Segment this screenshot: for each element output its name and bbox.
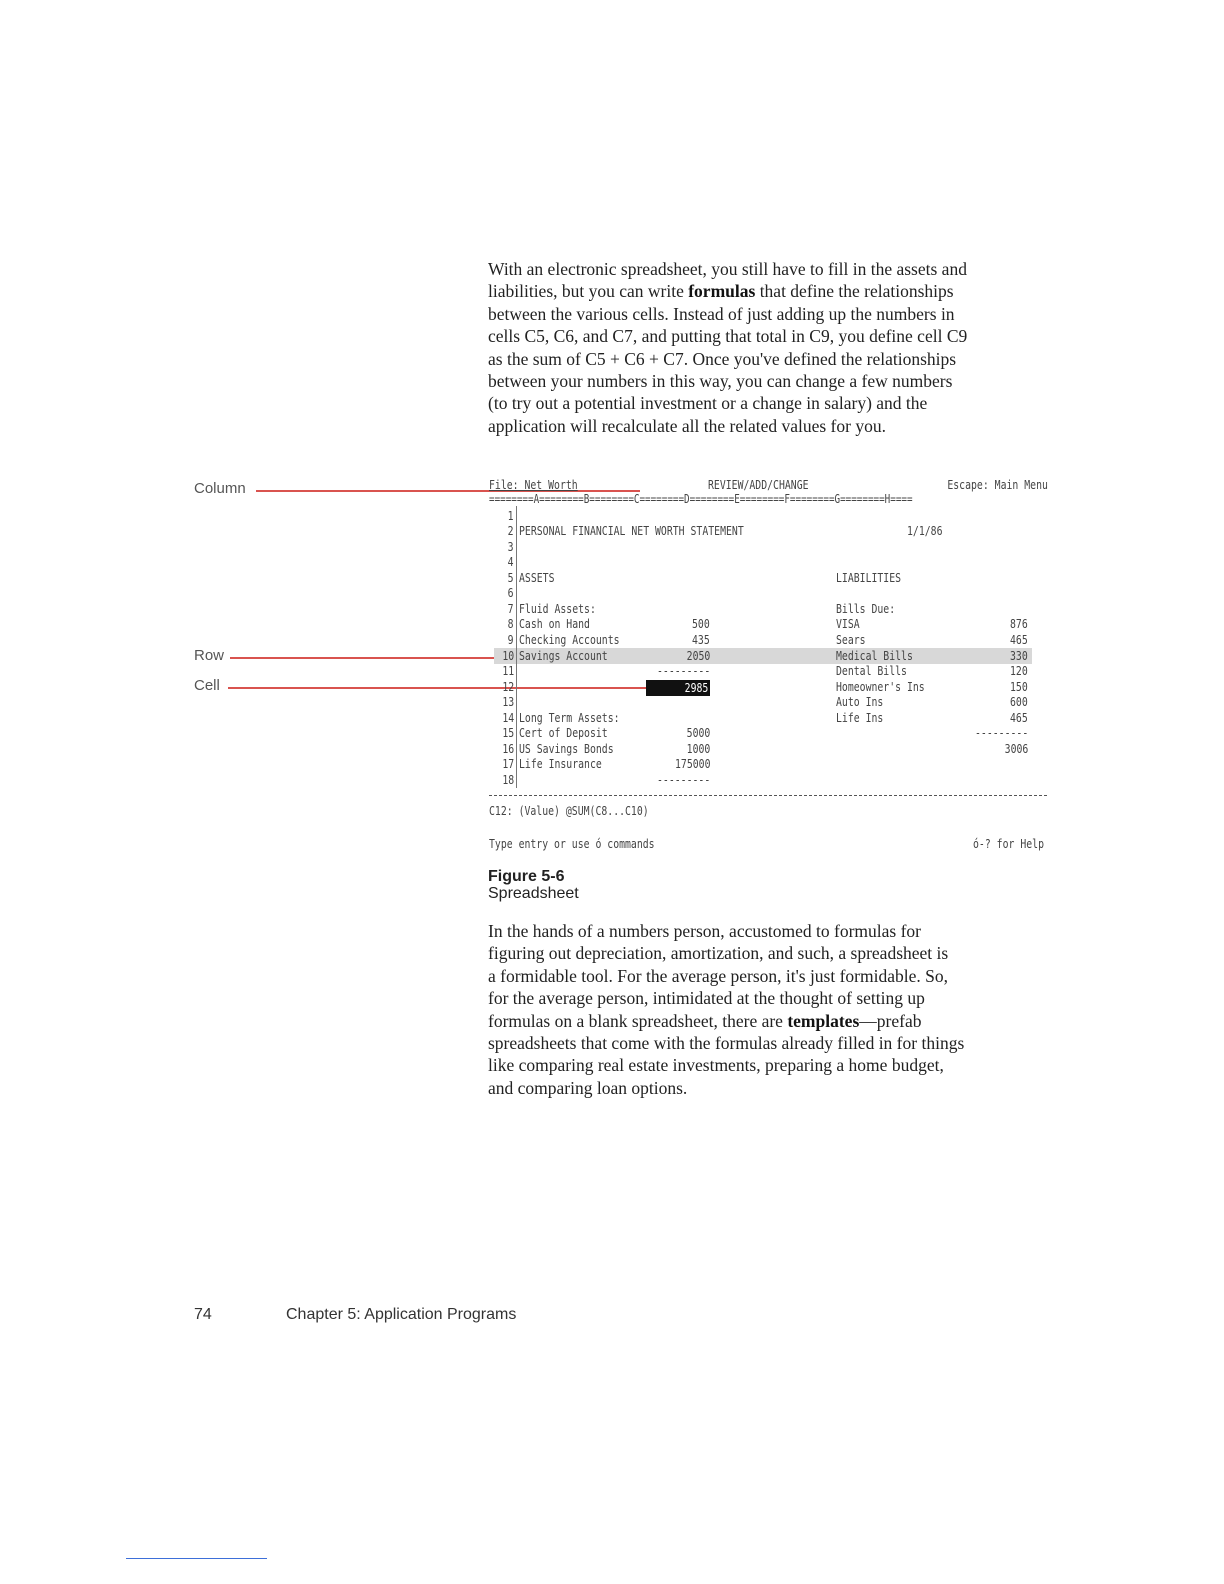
file-name: File: Net Worth — [489, 477, 578, 492]
closing-line: like comparing real estate investments, preparing a home budget, — [488, 1055, 944, 1076]
liability-value: 465 — [1010, 710, 1028, 725]
long-term-assets-heading: Long Term Assets: — [519, 710, 620, 725]
intro-paragraph — [488, 258, 1054, 437]
intro-line: between your numbers in this way, you can change a few numbers — [488, 371, 953, 392]
closing-line: spreadsheets that come with the formulas already filled in for things — [488, 1033, 965, 1054]
entry-prompt: Type entry or use ó commands — [489, 836, 655, 851]
assets-heading: ASSETS — [519, 570, 555, 585]
liabilities-total: 3006 — [1004, 741, 1028, 756]
intro-line: liabilities, but you can write formulas that define the relationships — [488, 281, 954, 302]
liability-value: 876 — [1010, 616, 1028, 631]
page-number: 74 — [194, 1306, 212, 1323]
liability-label: VISA — [836, 616, 860, 631]
liability-value: 600 — [1010, 694, 1028, 709]
bottom-rule — [126, 1558, 267, 1559]
help-hint: ó-? for Help — [973, 836, 1044, 851]
liabilities-heading: LIABILITIES — [836, 570, 902, 585]
row-number: 14 — [502, 710, 514, 725]
row-number: 4 — [508, 554, 514, 569]
intro-line: With an electronic spreadsheet, you still have to fill in the assets and — [488, 259, 967, 279]
liability-label: Life Ins — [836, 710, 884, 725]
asset-label: US Savings Bonds — [519, 741, 614, 756]
fluid-assets-heading: Fluid Assets: — [519, 601, 596, 616]
liability-value: 465 — [1010, 632, 1028, 647]
column-ruler: ========A========B========C========D========E========F========G========H==== — [489, 491, 913, 506]
row-number: 10 — [502, 648, 514, 663]
row-number: 6 — [508, 585, 514, 600]
bills-due-heading: Bills Due: — [836, 601, 896, 616]
sheet-date: 1/1/86 — [906, 523, 942, 538]
asset-label: Cash on Hand — [519, 616, 590, 631]
asset-value: 1000 — [686, 741, 710, 756]
row-number: 3 — [508, 539, 514, 554]
screen-divider — [489, 795, 1047, 796]
closing-paragraph — [488, 920, 1054, 1099]
liability-label: Auto Ins — [836, 694, 884, 709]
row-number: 9 — [508, 632, 514, 647]
row-number: 8 — [508, 616, 514, 631]
chapter-title: Chapter 5: Application Programs — [286, 1306, 517, 1323]
intro-line: cells C5, C6, and C7, and putting that total in C9, you define cell C9 — [488, 326, 968, 347]
formula-line: C12: (Value) @SUM(C8...C10) — [489, 803, 649, 818]
liability-value: 120 — [1010, 663, 1028, 678]
row-number: 12 — [502, 679, 514, 694]
intro-line: between the various cells. Instead of just adding up the numbers in — [488, 303, 955, 324]
asset-label: Life Insurance — [519, 756, 602, 771]
liability-label: Dental Bills — [836, 663, 907, 678]
asset-value: 5000 — [686, 725, 710, 740]
closing-line: and comparing loan options. — [488, 1077, 688, 1098]
closing-line: for the average person, intimidated at the thought of setting up — [488, 988, 925, 1009]
closing-line: figuring out depreciation, amortization, and such, a spreadsheet is — [488, 943, 949, 964]
closing-line: a formidable tool. For the average person, it's just formidable. So, — [488, 965, 948, 986]
fluid-total: 2985 — [684, 680, 708, 695]
liability-value: 330 — [1010, 648, 1028, 663]
asset-label: Checking Accounts — [519, 632, 620, 647]
liability-label: Medical Bills — [836, 648, 913, 663]
asset-label: Cert of Deposit — [519, 725, 608, 740]
row-number: 2 — [508, 523, 514, 538]
cell-callout-label: Cell — [194, 677, 220, 694]
row-callout-label: Row — [194, 647, 225, 664]
intro-line: (to try out a potential investment or a change in salary) and the — [488, 393, 928, 414]
liabilities-separator: --------- — [974, 725, 1028, 740]
asset-value: 500 — [692, 616, 710, 631]
liability-label: Sears — [836, 632, 866, 647]
row-number: 5 — [508, 570, 514, 585]
row-number: 7 — [508, 601, 514, 616]
row-number: 15 — [502, 725, 514, 740]
intro-line: as the sum of C5 + C6 + C7. Once you've defined the relationships — [488, 348, 957, 369]
asset-value: 175000 — [674, 756, 710, 771]
liability-label: Homeowner's Ins — [836, 679, 925, 694]
asset-value: 2050 — [686, 648, 710, 663]
long-term-separator: --------- — [656, 772, 710, 787]
asset-value: 435 — [692, 632, 710, 647]
column-callout-label: Column — [194, 480, 246, 497]
cell-callout-line — [228, 687, 646, 689]
row-number: 18 — [502, 772, 514, 787]
escape-hint: Escape: Main Menu — [947, 477, 1048, 492]
row-number-divider — [516, 506, 517, 788]
sheet-title: PERSONAL FINANCIAL NET WORTH STATEMENT — [519, 523, 744, 538]
row-number: 13 — [502, 694, 514, 709]
row-callout-line — [230, 657, 494, 659]
intro-line: application will recalculate all the related values for you. — [488, 415, 886, 436]
closing-line: In the hands of a numbers person, accustomed to formulas for — [488, 921, 922, 941]
row-number: 1 — [508, 508, 514, 523]
asset-label: Savings Account — [519, 648, 608, 663]
fluid-separator: --------- — [656, 663, 710, 678]
row-number: 17 — [502, 756, 514, 771]
figure-caption: Spreadsheet — [488, 885, 579, 902]
liability-value: 150 — [1010, 679, 1028, 694]
figure-number: Figure 5-6 — [488, 868, 565, 885]
closing-line: formulas on a blank spreadsheet, there are templates—prefab — [488, 1010, 922, 1031]
row-number: 16 — [502, 741, 514, 756]
row-number: 11 — [502, 663, 514, 678]
templates-term: templates — [787, 1010, 860, 1031]
formulas-term: formulas — [688, 281, 756, 302]
active-cell-c12[interactable] — [646, 680, 710, 696]
mode-indicator: REVIEW/ADD/CHANGE — [708, 477, 809, 492]
